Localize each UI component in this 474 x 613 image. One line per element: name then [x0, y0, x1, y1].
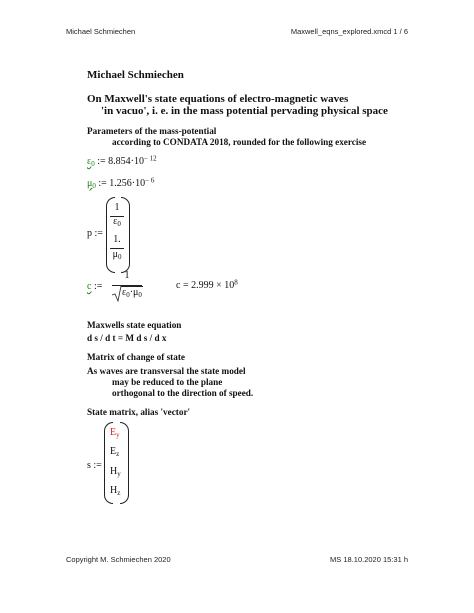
mu0-variable: $\mu_0$ [87, 178, 96, 191]
s-entry-ey: $E_y$ [110, 427, 120, 440]
params-subheading: according to CONDATA 2018, rounded for the following exercise [112, 137, 367, 147]
p-bottom-numerator: 1. [113, 234, 121, 245]
eps0-exponent: − 12 [143, 154, 157, 163]
c-assign: := [93, 281, 103, 292]
c-numerator: 1 [124, 270, 130, 281]
eps0-value: := 8.854·10 [97, 156, 144, 167]
matrix-heading: Matrix of change of state [87, 352, 185, 362]
transversal-line-2: may be reduced to the plane [112, 377, 223, 387]
header-author: Michael Schmiechen [66, 27, 136, 36]
mu0-value: := 1.256·10 [98, 178, 146, 189]
c-lhs [87, 281, 102, 292]
s-entry-hy: $H_y$ [110, 466, 121, 479]
s-lhs: s := [87, 460, 102, 471]
footer-timestamp: MS 18.10.2020 15:31 h [330, 555, 408, 564]
params-heading: Parameters of the mass-potential [87, 126, 217, 136]
p-bottom-denominator: $\mu_0$ [112, 249, 122, 262]
state-matrix-heading: State matrix, alias 'vector' [87, 407, 191, 417]
author-heading: Michael Schmiechen [87, 69, 184, 81]
c-result: $c = 2.999 \times 10^8$ [176, 278, 238, 291]
state-equation: d s / d t = M d s / d x [87, 333, 167, 343]
title-line-2: 'in vacuo', i. e. in the mass potential pervading physical space [101, 105, 388, 117]
eps0-variable: $\varepsilon_0$ [87, 156, 95, 169]
eps0-definition [87, 156, 157, 167]
transversal-line-1: As waves are transversal the state model [87, 366, 246, 376]
s-entry-ez: $E_z$ [110, 446, 120, 459]
s-right-paren [120, 422, 129, 504]
state-eq-heading: Maxwells state equation [87, 320, 182, 330]
title-line-1: On Maxwell's state equations of electro-magnetic waves [87, 93, 349, 105]
mu0-exponent: − 6 [145, 176, 155, 185]
p-top-denominator: $\varepsilon_0$ [113, 216, 121, 229]
p-top-numerator: 1 [114, 202, 120, 213]
header-filename: Maxwell_eqns_explored.xmcd 1 / 6 [290, 27, 408, 36]
p-lhs: p := [87, 228, 103, 239]
c-denominator: $\varepsilon_0\cdot\mu_0$ [122, 287, 142, 300]
footer-copyright: Copyright M. Schmiechen 2020 [66, 555, 171, 564]
mu0-definition [87, 178, 154, 189]
c-variable: c [87, 281, 92, 292]
s-entry-hz: $H_z$ [110, 485, 121, 498]
transversal-line-3: orthogonal to the direction of speed. [112, 388, 254, 398]
